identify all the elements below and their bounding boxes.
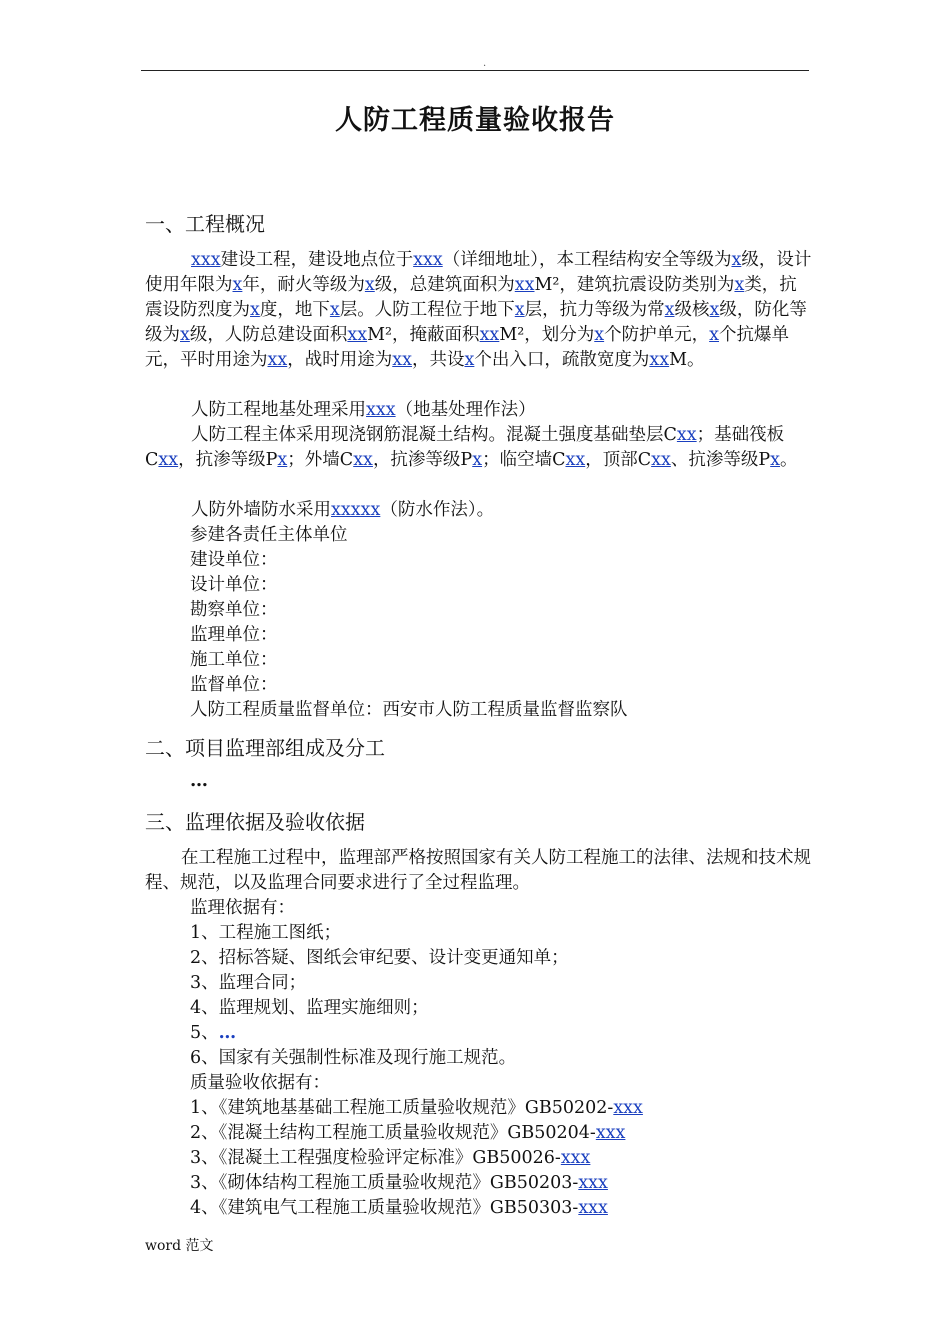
structure-paragraph [145,423,813,473]
placeholder-value: x [709,300,720,320]
placeholder-value: x [770,450,781,470]
text-run: 建设工程，建设地点位于 [220,250,414,270]
basis-item [190,971,306,996]
text-run: ，战时用途为 [287,350,393,370]
text-run: （地基处理作法） [395,400,536,420]
text-run: 级，防化等级为 [145,300,807,345]
text-run: （防水作法）。 [380,500,495,520]
placeholder-value: x [250,300,260,320]
placeholder-value: x [364,275,375,295]
text-run: 度，地下 [259,300,330,320]
placeholder-value: xx [514,275,535,295]
placeholder-value: xxx [560,1148,591,1168]
placeholder-value: xxx [413,250,443,270]
text-run: ；临空墙C [482,450,566,470]
document-title: 人防工程质量验收报告 [335,105,615,136]
text-run: 人防工程主体采用现浇钢筋混凝土结构。混凝土强度基础垫层C [191,425,677,445]
basis-item [190,1046,516,1071]
placeholder-value: x [329,300,340,320]
text-run: 5、 [190,1023,219,1043]
placeholder-value: xx [676,425,697,445]
unit-line: 建设单位： [190,550,278,570]
unit-line: 施工单位： [190,650,278,670]
placeholder-value: xxx [366,400,396,420]
units-intro: 参建各责任主体单位 [190,525,348,545]
placeholder-value: x [734,275,745,295]
placeholder-value: x [472,450,483,470]
ellipsis-mark: … [218,1023,237,1043]
placeholder-value: x [277,450,288,470]
text-run: M²，建筑抗震设防类别为 [534,275,735,295]
text-run: ；基础筏板C [145,425,785,470]
unit-line: 勘察单位： [190,600,278,620]
placeholder-value: xx [649,350,670,370]
placeholder-value: xxx [191,250,221,270]
acceptance-title: 质量验收依据有： [190,1073,330,1093]
text-run: ，抗渗等级P [372,450,473,470]
placeholder-value: xxx [595,1123,626,1143]
section2-heading: 二、项目监理部组成及分工 [145,736,385,760]
text-run: 2、招标答疑、图纸会审纪要、设计变更通知单； [190,948,569,968]
text-run: 层，抗力等级为常 [524,300,665,320]
text-run: 个出入口，疏散宽度为 [474,350,650,370]
text-run: 级，总建筑面积为 [374,275,515,295]
text-run: 人防工程地基处理采用 [191,400,366,420]
basis-item [190,946,569,971]
footer-text: word 范文 [145,1238,214,1254]
text-run: 人防外墙防水采用 [191,500,331,520]
text-run: 1、工程施工图纸； [190,923,342,943]
text-run: 类，抗震设防烈度为 [145,275,797,320]
placeholder-value: xxxxx [331,500,381,520]
overview-paragraph [145,248,813,373]
placeholder-value: xx [392,350,412,370]
text-run: 级，设计使用年限为 [145,250,812,295]
placeholder-value: x [664,300,675,320]
placeholder-value: xx [479,325,500,345]
basis-item [190,996,429,1021]
text-run: （详细地址），本工程结构安全等级为 [442,250,732,270]
placeholder-value: x [731,250,742,270]
text-run: 级，人防总建设面积 [189,325,348,345]
text-run: 1、《建筑地基基础工程施工质量验收规范》GB50202- [190,1098,614,1118]
placeholder-value: xxx [578,1173,608,1193]
section3-heading: 三、监理依据及验收依据 [145,810,365,834]
placeholder-value: x [514,300,525,320]
text-run: 4、《建筑电气工程施工质量验收规范》GB50303- [190,1198,579,1218]
text-run: 、抗渗等级P [670,450,771,470]
text-run: 年，耐火等级为 [242,275,365,295]
unit-line: 监督单位： [190,675,278,695]
section1-heading: 一、工程概况 [145,212,265,236]
text-run: ，共设 [412,350,465,370]
placeholder-value: xxx [613,1098,643,1118]
unit-line: 监理单位： [190,625,278,645]
supervision-unit-line: 人防工程质量监督单位：西安市人防工程质量监督监察队 [190,700,628,720]
placeholder-value: xx [651,450,671,470]
text-run: 。 [780,450,798,470]
placeholder-value: xx [353,450,373,470]
section2-ellipsis: … [190,770,208,791]
text-run: ；外墙C [287,450,354,470]
placeholder-value: xx [565,450,586,470]
placeholder-value: x [594,325,605,345]
foundation-paragraph [145,398,813,423]
text-run: ，抗渗等级P [178,450,278,470]
text-run: 层。人防工程位于地下 [339,300,515,320]
acceptance-item [190,1121,625,1146]
text-run: 个防护单元， [604,325,710,345]
acceptance-item [190,1171,608,1196]
placeholder-value: xxx [578,1198,608,1218]
text-run: ，顶部C [585,450,652,470]
acceptance-item [190,1146,590,1171]
placeholder-value: x [232,275,243,295]
unit-line: 设计单位： [190,575,278,595]
text-run: 3、监理合同； [190,973,307,993]
text-run: M²，划分为 [499,325,595,345]
placeholder-value: x [464,350,475,370]
text-run: M。 [669,350,705,370]
header-rule [141,70,809,71]
acceptance-item [190,1196,608,1221]
basis-item [190,1021,236,1046]
basis-item [190,921,341,946]
acceptance-item [190,1096,643,1121]
header-mark: . [483,58,487,69]
text-run: 3、《混凝土工程强度检验评定标准》GB50026- [190,1148,561,1168]
text-run: 3、《砌体结构工程施工质量验收规范》GB50203- [190,1173,579,1193]
text-run: 4、监理规划、监理实施细则； [190,998,429,1018]
placeholder-value: xx [347,325,368,345]
placeholder-value: xx [267,350,288,370]
text-run: M²，掩蔽面积 [367,325,480,345]
basis-title: 监理依据有： [190,898,295,918]
placeholder-value: xx [158,450,179,470]
placeholder-value: x [709,325,719,345]
text-run: 2、《混凝土结构工程施工质量验收规范》GB50204- [190,1123,596,1143]
text-run: 6、国家有关强制性标准及现行施工规范。 [190,1048,517,1068]
text-run: 级核 [674,300,710,320]
text-run: 个抗爆单元，平时用途为 [145,325,789,370]
placeholder-value: x [180,325,190,345]
section3-intro: 在工程施工过程中，监理部严格按照国家有关人防工程施工的法律、法规和技术规程、规范，以及监理合同要求进行了全过程监理。 [145,848,811,893]
waterproof-paragraph [145,498,813,523]
